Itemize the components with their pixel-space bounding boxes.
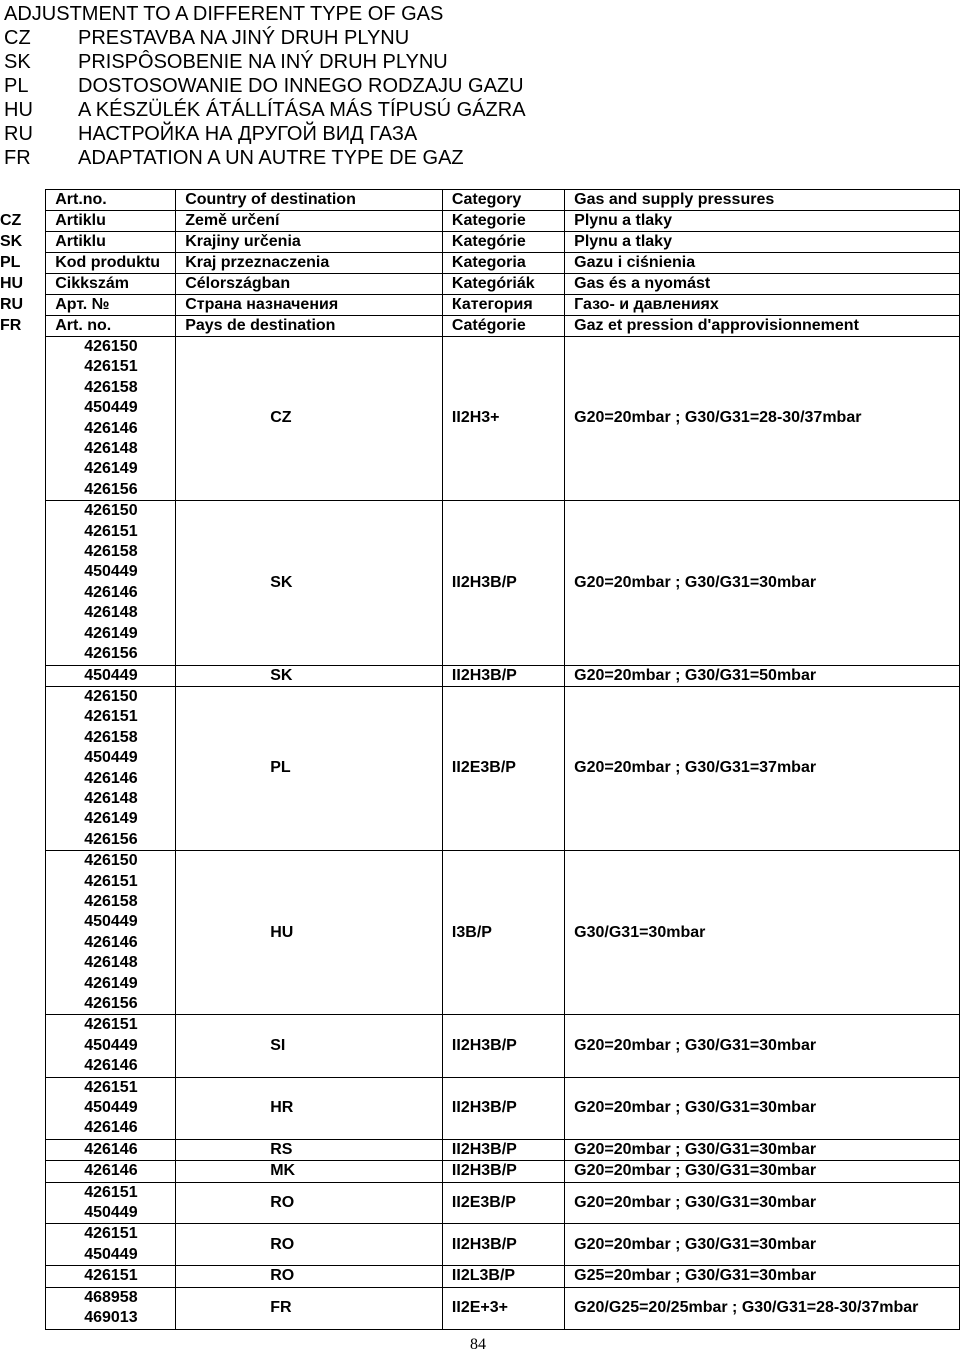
country-cell: HR bbox=[176, 1077, 443, 1139]
art-numbers-cell bbox=[46, 1224, 176, 1266]
category-cell: II2L3B/P bbox=[442, 1266, 564, 1287]
country-header: Země určení bbox=[176, 211, 443, 232]
heading-language-code: HU bbox=[4, 99, 33, 121]
art-number: 426158 bbox=[84, 892, 138, 910]
header-row bbox=[0, 316, 960, 337]
empty-cell bbox=[0, 665, 46, 686]
art-number: 426150 bbox=[84, 687, 138, 705]
art-number: 426146 bbox=[84, 419, 138, 437]
heading-language-code: SK bbox=[4, 51, 31, 73]
art-number: 426146 bbox=[84, 769, 138, 787]
art-no-header: Art. no. bbox=[46, 316, 176, 337]
country-cell: FR bbox=[176, 1287, 443, 1329]
heading-line bbox=[4, 98, 526, 122]
gas-header: Gaz et pression d'approvisionnement bbox=[565, 316, 960, 337]
page-number: 84 bbox=[470, 1336, 486, 1353]
empty-cell bbox=[0, 337, 46, 501]
art-number: 450449 bbox=[84, 666, 138, 684]
country-header: Kraj przeznaczenia bbox=[176, 253, 443, 274]
heading-line bbox=[4, 26, 526, 50]
country-cell: RO bbox=[176, 1266, 443, 1287]
art-number: 426151 bbox=[84, 1016, 138, 1034]
language-code: FR bbox=[0, 316, 46, 337]
category-header: Catégorie bbox=[442, 316, 564, 337]
table-row bbox=[0, 1287, 960, 1329]
art-no-header: Kod produktu bbox=[46, 253, 176, 274]
art-number: 426151 bbox=[84, 708, 138, 726]
header-row bbox=[0, 295, 960, 316]
category-cell: II2E3B/P bbox=[442, 1182, 564, 1224]
empty-cell bbox=[0, 1182, 46, 1224]
table-row bbox=[0, 665, 960, 686]
heading-line bbox=[4, 50, 526, 74]
header-row bbox=[0, 253, 960, 274]
art-number: 426151 bbox=[84, 1078, 138, 1096]
art-no-header: Artiklu bbox=[46, 232, 176, 253]
heading-text: НАСТРОЙКА НА ДРУГОЙ ВИД ГАЗА bbox=[78, 123, 418, 145]
category-header: Kategoria bbox=[442, 253, 564, 274]
table-row bbox=[0, 686, 960, 850]
gas-pressure-cell: G25=20mbar ; G30/G31=30mbar bbox=[565, 1266, 960, 1287]
category-cell: II2H3B/P bbox=[442, 1015, 564, 1077]
gas-pressure-cell: G20=20mbar ; G30/G31=50mbar bbox=[565, 665, 960, 686]
gas-pressure-cell: G20=20mbar ; G30/G31=37mbar bbox=[565, 686, 960, 850]
art-numbers-cell bbox=[46, 851, 176, 1015]
gas-pressure-cell: G30/G31=30mbar bbox=[565, 851, 960, 1015]
gas-pressure-cell: G20=20mbar ; G30/G31=28-30/37mbar bbox=[565, 337, 960, 501]
art-number: 426158 bbox=[84, 543, 138, 561]
table-row bbox=[0, 1015, 960, 1077]
country-header: Pays de destination bbox=[176, 316, 443, 337]
art-number: 450449 bbox=[84, 749, 138, 767]
gas-header: Газо- и давлениях bbox=[565, 295, 960, 316]
category-cell: II2H3B/P bbox=[442, 665, 564, 686]
country-header: Krajiny určenia bbox=[176, 232, 443, 253]
heading-language-code: CZ bbox=[4, 27, 31, 49]
art-number: 450449 bbox=[84, 563, 138, 581]
art-number: 426146 bbox=[84, 1162, 138, 1180]
empty-cell bbox=[0, 1015, 46, 1077]
category-header: Kategóriák bbox=[442, 274, 564, 295]
art-numbers-cell bbox=[46, 665, 176, 686]
art-number: 450449 bbox=[84, 913, 138, 931]
heading-text: PRESTAVBA NA JINÝ DRUH PLYNU bbox=[78, 27, 410, 49]
table-row bbox=[0, 337, 960, 501]
header-row bbox=[0, 274, 960, 295]
category-header: Kategorie bbox=[442, 211, 564, 232]
table-row bbox=[0, 1224, 960, 1266]
category-cell: II2H3B/P bbox=[442, 1224, 564, 1266]
gas-pressure-cell: G20=20mbar ; G30/G31=30mbar bbox=[565, 1182, 960, 1224]
gas-pressure-cell: G20=20mbar ; G30/G31=30mbar bbox=[565, 1015, 960, 1077]
gas-pressure-cell: G20=20mbar ; G30/G31=30mbar bbox=[565, 1077, 960, 1139]
language-code: PL bbox=[0, 253, 46, 274]
art-number: 450449 bbox=[84, 1036, 138, 1054]
gas-pressure-cell: G20=20mbar ; G30/G31=30mbar bbox=[565, 1139, 960, 1160]
empty-cell bbox=[0, 1077, 46, 1139]
art-number: 426150 bbox=[84, 852, 138, 870]
art-numbers-cell bbox=[46, 1077, 176, 1139]
empty-cell bbox=[0, 851, 46, 1015]
category-cell: I3B/P bbox=[442, 851, 564, 1015]
category-header: Категория bbox=[442, 295, 564, 316]
art-number: 426150 bbox=[84, 338, 138, 355]
heading-text: DOSTOSOWANIE DO INNEGO RODZAJU GAZU bbox=[78, 75, 524, 97]
country-cell: SK bbox=[176, 501, 443, 665]
art-numbers-cell bbox=[46, 686, 176, 850]
empty-cell bbox=[0, 1266, 46, 1287]
art-number: 426158 bbox=[84, 378, 138, 396]
art-number: 426146 bbox=[84, 1140, 138, 1158]
heading-line bbox=[4, 146, 526, 170]
art-number: 426148 bbox=[84, 789, 138, 807]
art-number: 426148 bbox=[84, 440, 138, 458]
art-numbers-cell bbox=[46, 337, 176, 501]
art-numbers-cell bbox=[46, 501, 176, 665]
art-number: 426156 bbox=[84, 480, 138, 498]
art-number: 426149 bbox=[84, 974, 138, 992]
header-row bbox=[0, 211, 960, 232]
header-row bbox=[0, 232, 960, 253]
heading-text: ADJUSTMENT TO A DIFFERENT TYPE OF GAS bbox=[4, 3, 444, 25]
country-cell: MK bbox=[176, 1161, 443, 1182]
heading-language-code: RU bbox=[4, 123, 33, 145]
country-cell: SI bbox=[176, 1015, 443, 1077]
heading-text: A KÉSZÜLÉK ÁTÁLLÍTÁSA MÁS TÍPUSÚ GÁZRA bbox=[78, 99, 526, 121]
country-header: Célországban bbox=[176, 274, 443, 295]
heading-language-code: FR bbox=[4, 147, 31, 169]
art-number: 450449 bbox=[84, 1099, 138, 1117]
language-code bbox=[0, 190, 46, 211]
heading-language-code: PL bbox=[4, 75, 29, 97]
art-number: 426148 bbox=[84, 604, 138, 622]
heading-line bbox=[4, 2, 526, 26]
empty-cell bbox=[0, 501, 46, 665]
heading-line bbox=[4, 74, 526, 98]
gas-header: Gas and supply pressures bbox=[565, 190, 960, 211]
art-no-header: Art.no. bbox=[46, 190, 176, 211]
gas-header: Plynu a tlaky bbox=[565, 211, 960, 232]
art-numbers-cell bbox=[46, 1266, 176, 1287]
art-number: 426146 bbox=[84, 1057, 138, 1075]
table-row bbox=[0, 1139, 960, 1160]
art-number: 426148 bbox=[84, 954, 138, 972]
country-cell: RS bbox=[176, 1139, 443, 1160]
art-number: 426156 bbox=[84, 995, 138, 1012]
art-number: 450449 bbox=[84, 1204, 138, 1222]
country-header: Страна назначения bbox=[176, 295, 443, 316]
art-number: 426151 bbox=[84, 872, 138, 890]
gas-pressure-cell: G20=20mbar ; G30/G31=30mbar bbox=[565, 1161, 960, 1182]
table-row bbox=[0, 1182, 960, 1224]
language-code: RU bbox=[0, 295, 46, 316]
art-number: 426151 bbox=[84, 522, 138, 540]
heading-text: ADAPTATION A UN AUTRE TYPE DE GAZ bbox=[78, 147, 464, 169]
country-cell: RO bbox=[176, 1182, 443, 1224]
heading-text: PRISPÔSOBENIE NA INÝ DRUH PLYNU bbox=[78, 51, 448, 73]
category-cell: II2H3B/P bbox=[442, 1139, 564, 1160]
country-cell: RO bbox=[176, 1224, 443, 1266]
art-number: 469013 bbox=[84, 1309, 138, 1327]
category-cell: II2E3B/P bbox=[442, 686, 564, 850]
category-cell: II2H3B/P bbox=[442, 1077, 564, 1139]
category-cell: II2H3+ bbox=[442, 337, 564, 501]
country-cell: PL bbox=[176, 686, 443, 850]
art-number: 426150 bbox=[84, 502, 138, 520]
gas-pressure-cell: G20/G25=20/25mbar ; G30/G31=28-30/37mbar bbox=[565, 1287, 960, 1329]
language-code: HU bbox=[0, 274, 46, 295]
art-no-header: Cikkszám bbox=[46, 274, 176, 295]
table-row bbox=[0, 1077, 960, 1139]
art-numbers-cell bbox=[46, 1161, 176, 1182]
art-number: 426156 bbox=[84, 830, 138, 848]
gas-header: Plynu a tlaky bbox=[565, 232, 960, 253]
art-number: 426156 bbox=[84, 645, 138, 663]
art-number: 426146 bbox=[84, 1119, 138, 1137]
table-row bbox=[0, 1266, 960, 1287]
country-header: Country of destination bbox=[176, 190, 443, 211]
gas-header: Gazu i ciśnienia bbox=[565, 253, 960, 274]
country-cell: HU bbox=[176, 851, 443, 1015]
document-heading bbox=[4, 2, 526, 170]
empty-cell bbox=[0, 1139, 46, 1160]
art-numbers-cell bbox=[46, 1139, 176, 1160]
empty-cell bbox=[0, 686, 46, 850]
art-number: 426149 bbox=[84, 460, 138, 478]
gas-header: Gas és a nyomást bbox=[565, 274, 960, 295]
art-number: 450449 bbox=[84, 399, 138, 417]
art-no-header: Artiklu bbox=[46, 211, 176, 232]
art-numbers-cell bbox=[46, 1015, 176, 1077]
empty-cell bbox=[0, 1224, 46, 1266]
art-numbers-cell bbox=[46, 1182, 176, 1224]
art-number: 426158 bbox=[84, 728, 138, 746]
art-number: 426151 bbox=[84, 1225, 138, 1243]
header-row bbox=[0, 190, 960, 211]
art-number: 426146 bbox=[84, 933, 138, 951]
empty-cell bbox=[0, 1161, 46, 1182]
art-numbers-cell bbox=[46, 1287, 176, 1329]
category-cell: II2H3B/P bbox=[442, 501, 564, 665]
art-number: 468958 bbox=[84, 1288, 138, 1306]
table-row bbox=[0, 851, 960, 1015]
language-code: SK bbox=[0, 232, 46, 253]
category-header: Kategórie bbox=[442, 232, 564, 253]
gas-pressure-cell: G20=20mbar ; G30/G31=30mbar bbox=[565, 501, 960, 665]
country-cell: SK bbox=[176, 665, 443, 686]
art-number: 426146 bbox=[84, 583, 138, 601]
category-cell: II2E+3+ bbox=[442, 1287, 564, 1329]
art-number: 450449 bbox=[84, 1245, 138, 1263]
art-number: 426151 bbox=[84, 1267, 138, 1285]
art-no-header: Арт. № bbox=[46, 295, 176, 316]
table-row bbox=[0, 1161, 960, 1182]
language-code: CZ bbox=[0, 211, 46, 232]
art-number: 426151 bbox=[84, 358, 138, 376]
table-row bbox=[0, 501, 960, 665]
gas-pressure-cell: G20=20mbar ; G30/G31=30mbar bbox=[565, 1224, 960, 1266]
empty-cell bbox=[0, 1287, 46, 1329]
art-number: 426149 bbox=[84, 810, 138, 828]
art-number: 426149 bbox=[84, 624, 138, 642]
country-cell: CZ bbox=[176, 337, 443, 501]
category-cell: II2H3B/P bbox=[442, 1161, 564, 1182]
category-header: Category bbox=[442, 190, 564, 211]
art-number: 426151 bbox=[84, 1183, 138, 1201]
heading-line bbox=[4, 122, 526, 146]
gas-adjustment-table bbox=[0, 189, 960, 1330]
